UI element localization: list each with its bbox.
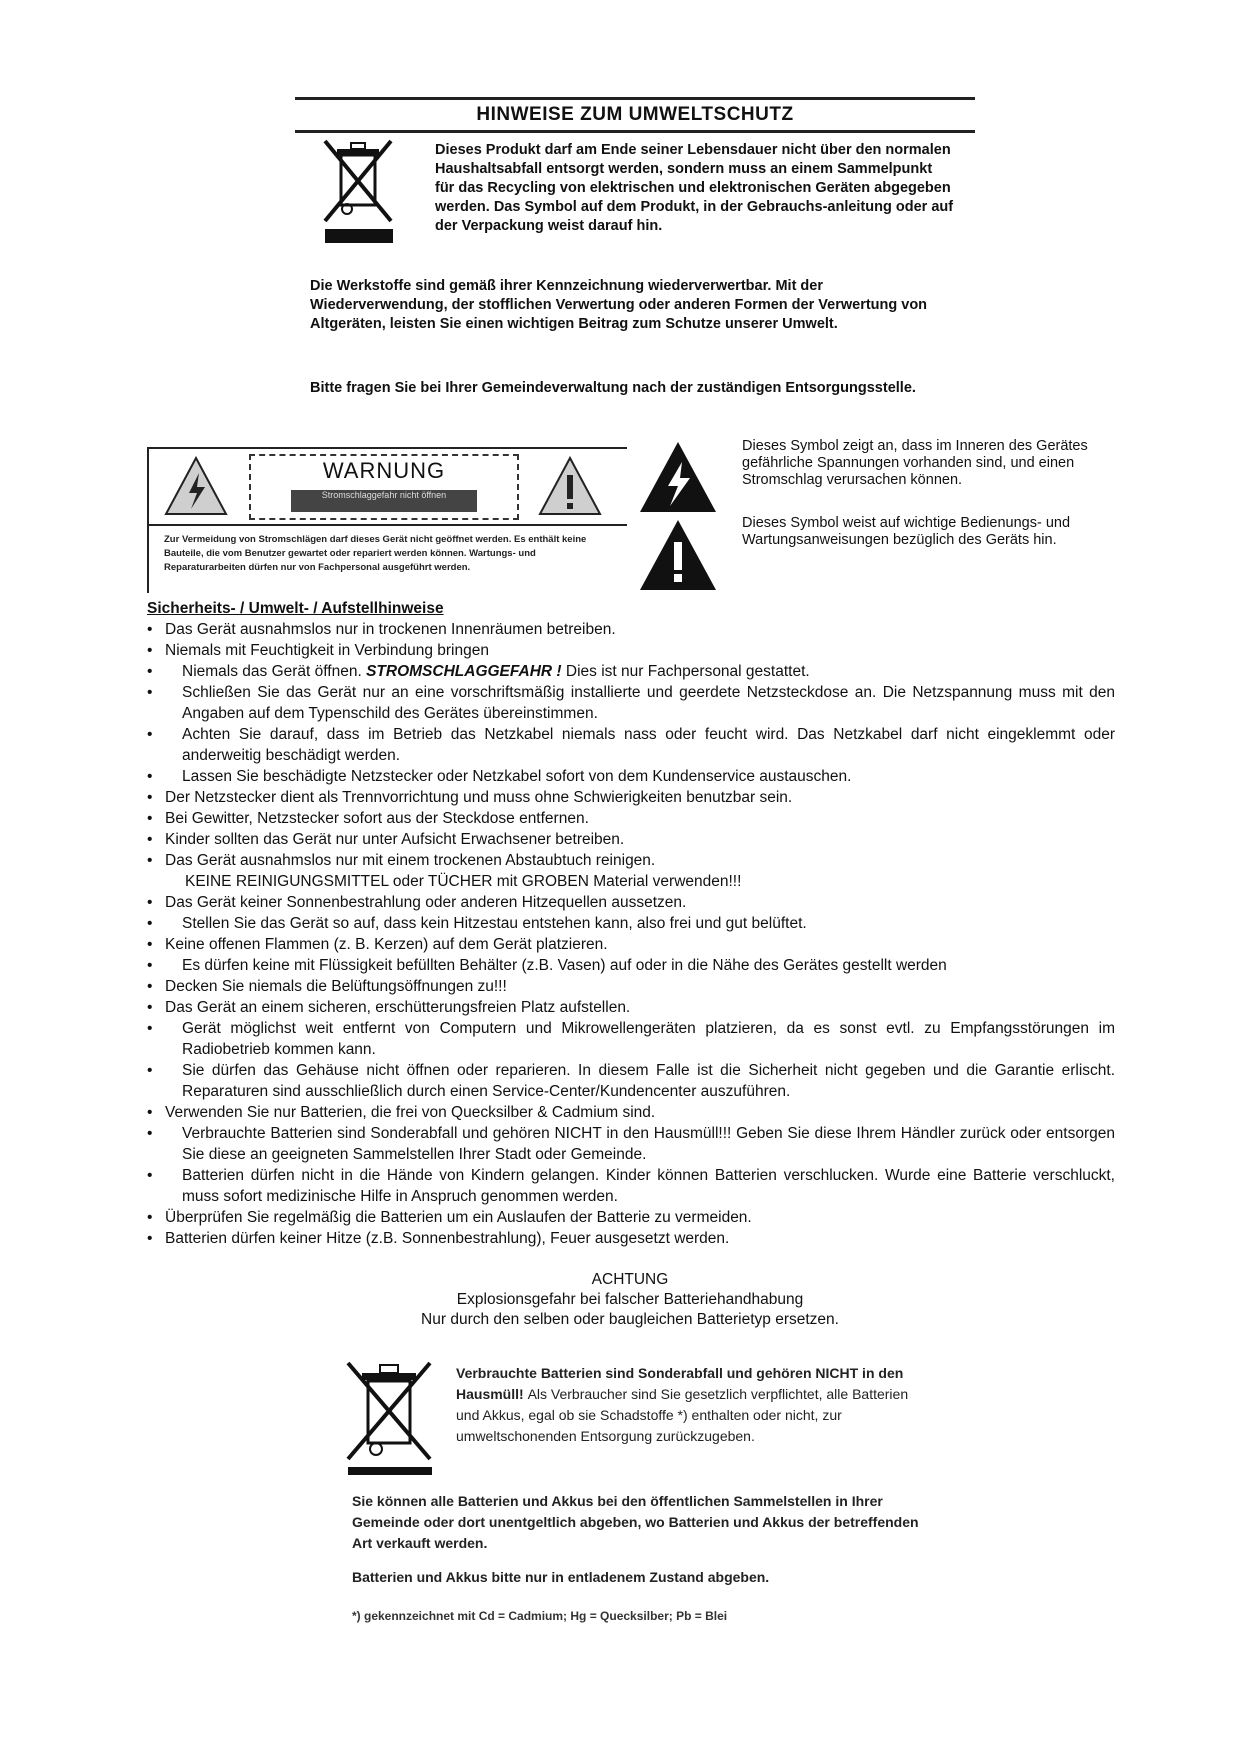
list-item: • Das Gerät ausnahmslos nur mit einem trockenen Abstaubtuch reinigen. KEINE REINIGUNGSMITTEL oder TÜCHER mit GROBEN Material verwenden!!!	[147, 850, 1115, 892]
safety-list	[147, 619, 1115, 1249]
environment-para3: Bitte fragen Sie bei Ihrer Gemeindeverwaltung nach der zuständigen Entsorgungsstelle.	[310, 380, 916, 396]
battery-footnote: *) gekennzeichnet mit Cd = Cadmium; Hg = Quecksilber; Pb = Blei	[352, 1609, 728, 1623]
list-item: • Keine offenen Flammen (z. B. Kerzen) auf dem Gerät platzieren.	[147, 936, 608, 953]
environment-para2: Die Werkstoffe sind gemäß ihrer Kennzeichnung wiederverwertbar. Mit der Wiederverwendung, der stofflichen Verwertung oder anderen Formen der Verwertung von Altgeräten, leisten Sie einen wichtigen Beitrag zum Schutze unserer Umwelt.	[310, 278, 928, 332]
list-item: • Bei Gewitter, Netzstecker sofort aus der Steckdose entfernen.	[147, 810, 589, 827]
battery-notice	[340, 1355, 930, 1650]
list-item: • Batterien dürfen keiner Hitze (z.B. Sonnenbestrahlung), Feuer ausgesetzt werden.	[147, 1230, 730, 1247]
list-item: • Das Gerät keiner Sonnenbestrahlung oder anderen Hitzequellen aussetzen.	[147, 894, 687, 911]
battery-para2: Sie können alle Batterien und Akkus bei den öffentlichen Sammelstellen in Ihrer Gemeinde oder dort unentgeltlich abgeben, wo Batterien und Akkus der betreffenden Art verkauft werden.	[352, 1493, 919, 1551]
achtung-title: ACHTUNG	[591, 1271, 669, 1288]
symbol-1-text: Dieses Symbol zeigt an, dass im Inneren des Gerätes gefährliche Spannungen vorhanden sind, und einen Stromschlag verursachen können.	[742, 438, 1088, 488]
list-item: • Decken Sie niemals die Belüftungsöffnungen zu!!!	[147, 978, 507, 995]
warning-title: WARNUNG	[322, 458, 446, 483]
list-item: • Sie dürfen das Gehäuse nicht öffnen oder reparieren. In diesem Falle ist die Sicherheit nicht gegeben und die Garantie erlischt. Reparaturen sind ausschließlich durch einen Service-Center/Kundencenter auszuführen.	[147, 1062, 1115, 1100]
achtung-line2: Nur durch den selben oder baugleichen Batterietyp ersetzen.	[421, 1311, 839, 1328]
environment-notice	[295, 97, 975, 427]
crossed-bin-icon	[344, 1359, 434, 1464]
symbol-2-text: Dieses Symbol weist auf wichtige Bedienungs- und Wartungsanweisungen bezüglich des Geräts hin.	[742, 515, 1071, 548]
warning-label	[147, 447, 627, 593]
environment-title: HINWEISE ZUM UMWELTSCHUTZ	[295, 97, 975, 133]
list-item: • Das Gerät an einem sicheren, erschütterungsfreien Platz aufstellen.	[147, 999, 631, 1016]
list-item: • Niemals mit Feuchtigkeit in Verbindung bringen	[147, 642, 489, 659]
list-item: • Kinder sollten das Gerät nur unter Aufsicht Erwachsener betreiben.	[147, 831, 625, 848]
safety-heading: Sicherheits- / Umwelt- / Aufstellhinweise	[147, 600, 444, 617]
bin-bar	[348, 1467, 432, 1475]
lightning-triangle-icon	[163, 455, 229, 517]
list-subitem: KEINE REINIGUNGSMITTEL oder TÜCHER mit GROBEN Material verwenden!!!	[185, 873, 742, 890]
list-item: • Achten Sie darauf, dass im Betrieb das Netzkabel niemals nass oder feucht wird. Das Netzkabel darf nicht eingeklemmt oder anderweitig beschädigt werden.	[147, 726, 1115, 764]
exclamation-triangle-icon	[537, 455, 603, 517]
list-item: • Überprüfen Sie regelmäßig die Batterien um ein Auslaufen der Batterie zu vermeiden.	[147, 1209, 752, 1226]
warning-text: Zur Vermeidung von Stromschlägen darf dieses Gerät nicht geöffnet werden. Es enthält keine Bauteile, die vom Benutzer gewartet oder repariert werden können. Wartungs- und Reparaturarbeiten dürfen nur von Fachpersonal ausgeführt werden.	[164, 534, 587, 573]
list-item: • Verbrauchte Batterien sind Sonderabfall und gehören NICHT in den Hausmüll!!! Geben Sie diese Ihrem Händler zurück oder entsorgen Sie diese an geeigneten Sammelstellen Ihrer Stadt oder Gemeinde.	[147, 1125, 1115, 1163]
warning-subtitle: Stromschlaggefahr nicht öffnen	[291, 490, 477, 512]
safety-section	[147, 598, 1115, 1249]
list-item: • Batterien dürfen nicht in die Hände von Kindern gelangen. Kinder können Batterien verschlucken. Wurde eine Batterie verschluckt, muss sofort medizinische Hilfe in Anspruch genommen werden.	[147, 1167, 1115, 1205]
achtung-notice	[300, 1270, 960, 1330]
battery-para1: Verbrauchte Batterien sind Sonderabfall und gehören NICHT in den Hausmüll! Als Verbraucher sind Sie gesetzlich verpflichtet, alle Batterien und Akkus, egal ob sie Schadstoffe *) enthalten oder nicht, zur umweltschonenden Entsorgung zurückzugeben.	[456, 1365, 909, 1444]
lightning-triangle-icon	[638, 440, 718, 514]
bin-bar	[325, 229, 393, 243]
list-item: • Stellen Sie das Gerät so auf, dass kein Hitzestau entstehen kann, also frei und gut belüftet.	[147, 915, 807, 932]
list-item: • Das Gerät ausnahmslos nur in trockenen Innenräumen betreiben.	[147, 621, 616, 638]
list-item: • Schließen Sie das Gerät nur an eine vorschriftsmäßig installierte und geerdete Netzsteckdose an. Die Netzspannung muss mit den Angaben auf dem Typenschild des Gerätes übereinstimmen.	[147, 684, 1115, 722]
list-item: • Der Netzstecker dient als Trennvorrichtung und muss ohne Schwierigkeiten benutzbar sein.	[147, 789, 793, 806]
achtung-line1: Explosionsgefahr bei falscher Batteriehandhabung	[456, 1291, 804, 1308]
list-item: • Niemals das Gerät öffnen. STROMSCHLAGGEFAHR ! Dies ist nur Fachpersonal gestattet.	[147, 663, 810, 680]
list-item: • Es dürfen keine mit Flüssigkeit befüllten Behälter (z.B. Vasen) auf oder in die Nähe des Gerätes gestellt werden	[147, 957, 947, 974]
list-item: • Verwenden Sie nur Batterien, die frei von Quecksilber & Cadmium sind.	[147, 1104, 656, 1121]
battery-para3: Batterien und Akkus bitte nur in entladenem Zustand abgeben.	[352, 1569, 770, 1585]
list-item: • Lassen Sie beschädigte Netzstecker oder Netzkabel sofort von dem Kundenservice austauschen.	[147, 768, 852, 785]
environment-para1: Dieses Produkt darf am Ende seiner Lebensdauer nicht über den normalen Haushaltsabfall entsorgt werden, sondern muss an einem Sammelpunkt für das Recycling von elektrischen und elektronischen Geräten abgegeben werden. Das Symbol auf dem Produkt, in der Gebrauchs-anleitung oder auf der Verpackung weist darauf hin.	[435, 142, 954, 234]
list-item: • Gerät möglichst weit entfernt von Computern und Mikrowellengeräten platzieren, da es sonst evtl. zu Empfangsstörungen im Radiobetrieb kommen kann.	[147, 1020, 1115, 1058]
warning-center	[249, 454, 519, 520]
crossed-bin-icon	[323, 139, 393, 223]
exclamation-triangle-icon	[638, 518, 718, 592]
